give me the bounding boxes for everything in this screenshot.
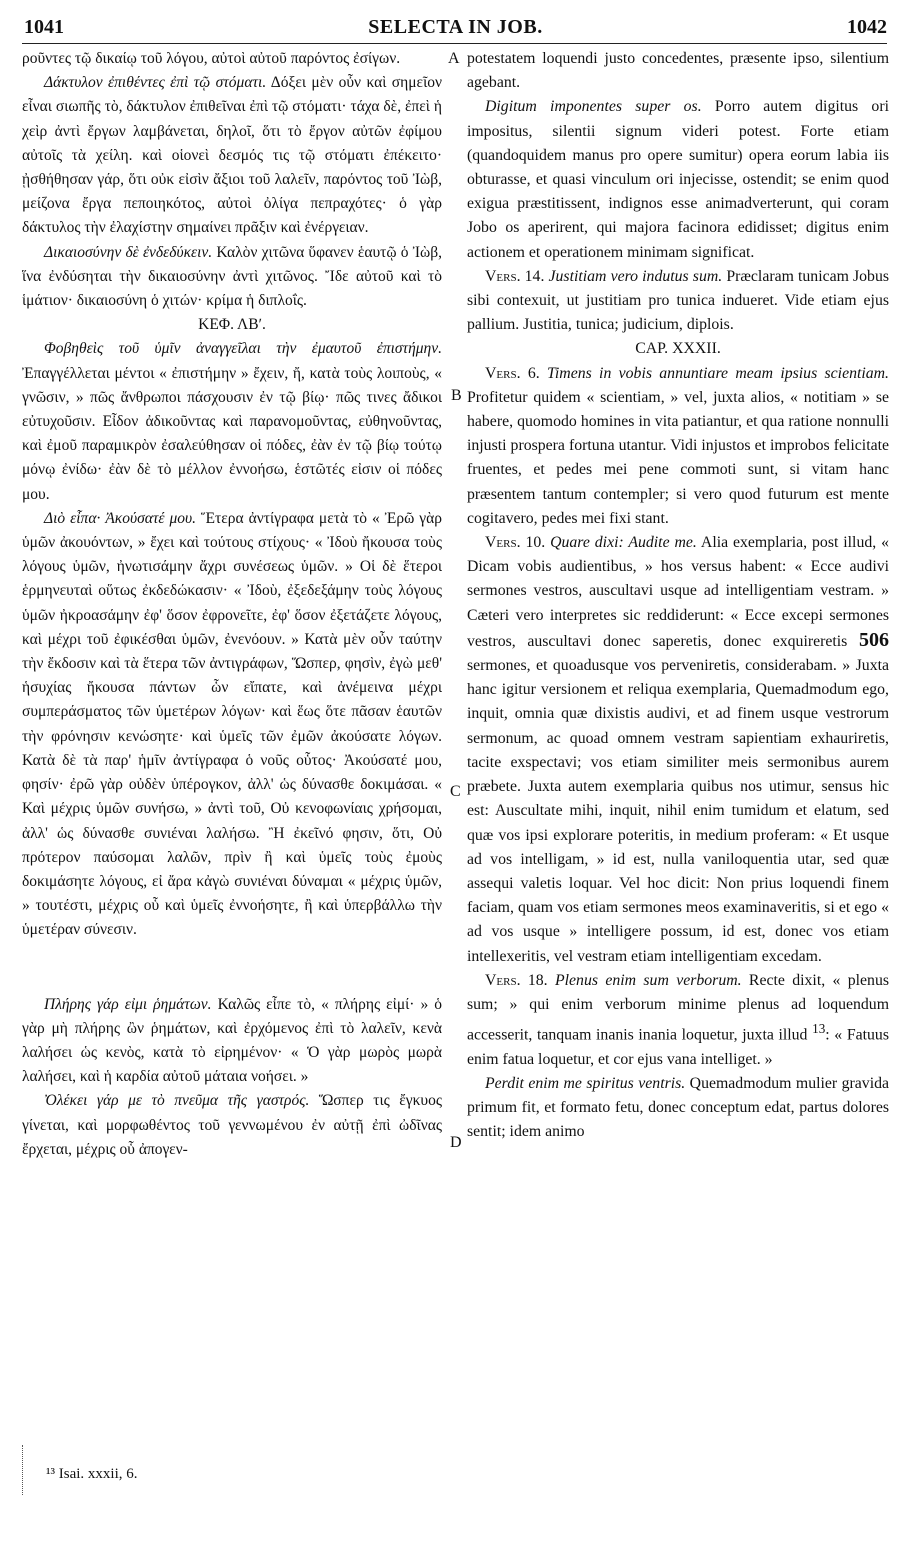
margin-letter: C	[450, 783, 461, 800]
verse-number: Vers. 10.	[485, 534, 546, 552]
greek-text: Ὥσπερ τις ἔγκυος γίνεται, καὶ μορφωθέντος τοῦ γεννωμένου ἐν αὐτῇ ἐπὶ ὠδῖνας ἔρχεται, μέχρις οὗ ἀπογεν-	[22, 1092, 442, 1158]
latin-paragraph	[467, 362, 889, 531]
greek-chapter-heading: ΚΕΦ. ΛΒʹ.	[198, 316, 266, 334]
footnote-rule	[22, 1445, 23, 1495]
latin-paragraph	[467, 265, 889, 338]
latin-text: Præclaram tunicam Jobus sibi contexuit, ut justitiam pro tunica indueret. Vide etiam ejus pallium. Justitia, tunica; judicium, diplois.	[467, 267, 890, 334]
latin-lemma: Justitiam vero indutus sum.	[544, 267, 723, 285]
latin-lemma: Quare dixi: Audite me.	[545, 534, 697, 552]
header-rule	[22, 43, 887, 44]
greek-paragraph: ρoῦντες τῷ δικαίῳ τοῦ λόγου, αὐτοὶ αὐτοῦ παρόντος ἐσίγων.	[22, 50, 401, 67]
greek-paragraph	[22, 337, 442, 506]
greek-paragraph	[22, 507, 442, 943]
greek-text: Καλῶς εἶπε τὸ, « πλήρης εἰμί· » ὁ γὰρ μὴ πλήρης ὢν ῥημάτων, καὶ ἐρχόμενος ἐπὶ τὸ λαλεῖν, κενὰ λαλήσει ὡς κενὸς, κατὰ τὸ εἰρημένον· « Ὁ γὰρ μωρὸς μωρὰ λαλήσει, καὶ ἡ καρδία αὐτοῦ μάταια νοήσει. »	[22, 995, 442, 1086]
latin-paragraph	[467, 95, 889, 264]
greek-paragraph	[22, 241, 442, 314]
latin-lemma: Timens in vobis annuntiare meam ipsius scientiam.	[539, 364, 890, 382]
page-header	[24, 16, 887, 40]
greek-text: Καλὸν χιτῶνα ὕφανεν ἑαυτῷ ὁ Ἰὼβ, ἵνα ἐνδύσηται τὴν δικαιοσύνην ἀντὶ χιτῶνος. Ἴδε αὐτοῦ καὶ τὸ ἱμάτιον· δικαιοσύνη ὁ χιτών· κρίμα ἡ διπλοΐς.	[22, 243, 442, 310]
greek-paragraph	[22, 993, 442, 1090]
footnote: ¹³ Isai. xxxii, 6.	[46, 1466, 138, 1482]
latin-text: Alia exemplaria, post illud, « Dicam vobis audientibus, » hos versus habent: « Ecce audivi sermones vestros, auscultavi usque ad intelligentiam vestram. » Cæteri vero interpretes sic reddiderunt: « Ecce excepi sermones vestros, auscultavi donec saperetis, donec exquireretis	[467, 534, 889, 650]
latin-text: Porro autem digitus ori impositus, silentii signum videri potest. Forte etiam (quandoquidem manus pro opere sumitur) opera eorum labia iis obturasse, et quasi vinculum ori injecisse, ostendit; se enim quod exigua præstitissent, indignos esse animadverterunt, qui coram Jobo os aperirent, qui majora facinora edidisset; digitus enim actionem et operationem minimam significat.	[467, 98, 889, 261]
latin-paragraph: potestatem loquendi justo concedentes, præsente ipso, silentium agebant.	[467, 50, 889, 92]
latin-paragraph	[467, 1072, 889, 1145]
footnote-ref: 13	[812, 1021, 826, 1037]
margin-letter: D	[450, 1134, 462, 1151]
column-marker: 506	[859, 628, 889, 651]
margin-letter: A	[448, 50, 460, 67]
running-title: SELECTA IN JOB.	[368, 16, 543, 38]
greek-text: Δόξει μὲν οὖν καὶ σημεῖον εἶναι σιωπῆς τὸ, δάκτυλον ἐπιθεῖναι ἐπὶ τῷ στόματι· τάχα δὲ, ἐπεὶ ἡ χεὶρ ἀντὶ ἔργων λαμβάνεται, δηλοῖ, ὅτι τὸ ἔργον αὐτῶν ἐφίμου αὐτοῖς τὰ χείλη. καὶ οἱονεὶ δεσμός τις τῷ στόματι ἐπέκειτο· ᾐσθήθησαν γάρ, ὅτι οὐκ εἰσὶν ἄξιοι τοῦ λαλεῖν, παρόντος τοῦ Ἰὼβ, μείζονα ἔργα πεποιηκότος, αὐτοὶ ὀλίγα πεπραχότες· ὁ γὰρ δάκτυλος τὴν ἐλαχίστην σημαίνει πρᾶξιν καὶ ἐνέργειαν.	[22, 74, 442, 237]
greek-text: Ἐπαγγέλλεται μέντοι « ἐπιστήμην » ἔχειν, ἤ, κατὰ τοὺς λοιποὺς, « γνῶσιν, » πῶς ἄνθρωποι πάσχουσιν ἐν τῷ βίῳ· πῶς τινες ἄδικοι εὐτυχοῦσιν. Εἶδον ἀδικοῦντας καὶ παρανομοῦντας, εὐθηνοῦντας, καὶ ἐμοῦ παραμικρὸν ἐσαλεύθησαν οἱ πόδες, ἐὰν ἐν τῷ βίῳ τούτῳ μόνῳ ἐνίδω· ἐὰν δὲ τὸ μέλλον ἐννοήσω, ἑστῶτές εἰσιν οἱ πόδες μου.	[22, 364, 442, 503]
latin-text: : « Fatuus enim fatua loquetur, et cor ejus vana intelliget. »	[467, 1026, 889, 1068]
latin-column	[467, 47, 889, 1144]
latin-paragraph	[467, 969, 889, 1072]
latin-text: Profitetur quidem « scientiam, » vel, juxta alios, « notitiam » se habere, quomodo homines in vita patiantur, et qua ratione nonnulli injusti prospera fortuna utantur. Vidi injustos et improbos felicitate fruentes, et pedes mei pene commoti sunt, si vitam hanc præsentem tantum contempler; si vero quod futurum est mente cogitavero, pedes mei fixi stant.	[467, 388, 889, 527]
greek-lemma: Δάκτυλον ἐπιθέντες ἐπὶ τῷ στόματι.	[44, 74, 267, 92]
verse-number: Vers. 14.	[485, 267, 545, 285]
latin-chapter-heading: CAP. XXXII.	[635, 340, 721, 358]
greek-lemma: Φοβηθεὶς τοῦ ὑμῖν ἀναγγεῖλαι τὴν ἐμαυτοῦ ἐπιστήμην.	[44, 340, 442, 358]
greek-column	[22, 47, 442, 1162]
latin-lemma: Digitum imponentes super os.	[485, 98, 702, 116]
column-gap	[22, 943, 442, 993]
greek-lemma: Διὸ εἶπα· Ἀκούσατέ μου.	[44, 509, 197, 527]
verse-number: Vers. 6.	[485, 364, 540, 382]
page-number-right: 1042	[847, 16, 887, 38]
latin-text: sermones, et quoadusque vos perveniretis, considerabam. » Juxta hanc igitur versionem et reliqua exemplaria, Quemadmodum ego, inquit, omnia quæ dixistis audivi, et ad finem usque vestrorum sermonum, ac quoad omnem vestram sapientiam exhauriretis, tacite exspectavi; vos etiam similiter meis sermonibus aurem præbete. Juxta autem exemplaria quibus nos utimur, sensus hic est: Auscultate mihi, inquit, nihil enim tumidum et elatum, sed quæ vos ipsi explorare poteritis, in medium proferam: « Et usque ad vos intelligam, » id est, nulla vaniloquentia utar, sed quæ assequi valetis loquar. Vel hoc dicit: Non prius loquendi finem faciam, quam vos etiam sermones meos examinaveritis, si et ego « ad vos usque » intelligere possum, id est, donec vos etiam intellexeritis, vel vestram etiam intelligentiam excedam.	[467, 657, 889, 965]
greek-paragraph	[22, 71, 442, 240]
latin-lemma: Plenus enim sum verborum.	[547, 971, 742, 989]
page-number-left: 1041	[24, 16, 64, 38]
latin-text: Recte dixit, « plenus sum; » qui enim verborum minime plenus ad loquendum accesserit, tanquam inanis inania loquetur, juxta illud	[467, 971, 889, 1044]
greek-lemma: Ὀλέκει γάρ με τὸ πνεῦμα τῆς γαστρός.	[44, 1092, 310, 1110]
margin-letter: B	[451, 387, 462, 404]
latin-paragraph	[467, 531, 889, 969]
verse-number: Vers. 18.	[485, 971, 548, 989]
greek-paragraph	[22, 1089, 442, 1162]
greek-lemma: Πλήρης γάρ εἰμι ῥημάτων.	[44, 995, 212, 1013]
latin-lemma: Perdit enim me spiritus ventris.	[485, 1074, 686, 1092]
greek-lemma: Δικαιοσύνην δὲ ἐνδεδύκειν.	[44, 243, 213, 261]
greek-text: Ἕτερα ἀντίγραφα μετὰ τὸ « Ἐρῶ γὰρ ὑμῶν ἀκουόντων, » ἔχει καὶ τούτους στίχους· « Ἰδοὺ ἤκουσα τοὺς λόγους ὑμῶν, ἠνωτισάμην ἄχρι συνέσεως ὑμῶν. » Οἱ δὲ ἕτεροι ἑρμηνευταὶ οὕτως ἐκδεδώκασιν· « Ἰδοὺ, ἐξεδεξάμην τοὺς λόγους ὑμῶν ἠκροασάμην ἐφ' ὅσον ἐφρονεῖτε, ἐφ' ὅσον ἐξετάζετε λόγους, καὶ μέχρι τοῦ ἐφικέσθαι ὑμῶν, ἐνενόουν. » Κατὰ μὲν οὖν ταύτην τὴν ἔκδοσιν καὶ τὰ ἕτερα τῶν ἀντιγράφων, Ὥσπερ, φησὶν, ἐγὼ μεθ' ἡσυχίας ἤκουσα πάντων ὧν εἴπατε, καὶ ἀνέμεινα μέχρι συμπεράσματος τῶν ὑμετέρων λόγων· καὶ ἕως ὅτε πᾶσαν ἑαυτῶν τὴν φρόνησιν κενώσητε· καὶ ὑμεῖς τῶν ἐμῶν ἀκούσατε λόγων. Κατὰ δὲ τὰ παρ' ἡμῖν ἀντίγραφα ὁ νοῦς οὗτος· Ἀκούσατέ μου, φησίν· ἐρῶ γὰρ οὐδὲν ὑπέρογκον, ἀλλ' ὡς δύνασθε δοκιμάσαι. « Καὶ μέχρις ὑμῶν συνήσω, » ἀντὶ τοῦ, Οὐ κενοφωνίαις χρήσομαι, ἀλλ' ὡς δύνασθε συνιέναι λαλήσω. Ἢ ἐκεῖνό φησιν, ὅτι, Οὐ πρότερον παύσομαι λαλῶν, πρὶν ἢ καὶ ὑμεῖς τοὺς ἐμοὺς δοκιμάσητε λόγους, εἰ ἄρα κἀγὼ συνιέναι δύναμαι « μέχρις ὑμῶν, » τουτέστι, μέχρις οὗ καὶ ὑμεῖς ἐννοήσητε, ἢ καὶ ὑπερβάλλω τὴν ὑμετέραν σύνεσιν.	[22, 509, 443, 939]
latin-text: Quemadmodum mulier gravida primum fit, et formato fetu, donec conceptum edat, partus dolores sentit; idem animo	[467, 1074, 889, 1141]
